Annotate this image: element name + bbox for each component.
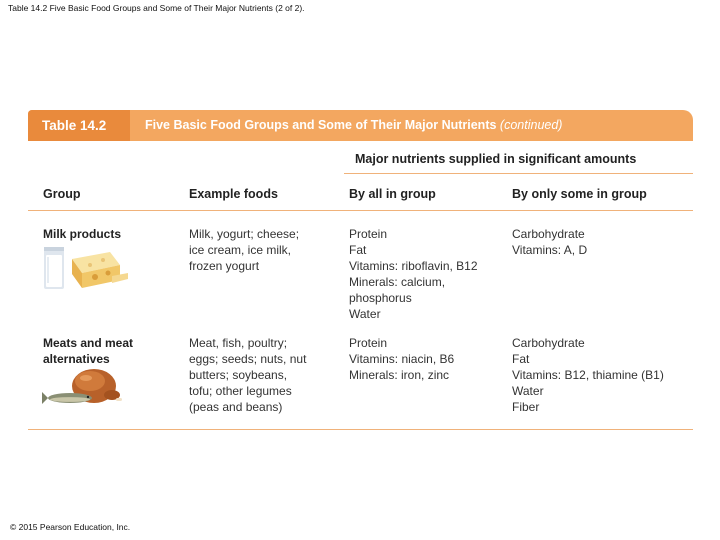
example-food-line: butters; soybeans, [189,368,288,382]
span-header-rule [344,173,693,174]
nutrients-span-header: Major nutrients supplied in significant amounts [355,152,637,166]
nutrients-all-meats [349,335,454,383]
nutrient-line: Water [349,307,381,321]
nutrient-line: Vitamins: riboflavin, B12 [349,259,478,273]
example-foods-meats [189,335,306,415]
example-food-line: eggs; seeds; nuts, nut [189,352,307,366]
nutrient-line: Vitamins: A, D [512,243,588,257]
example-food-line: tofu; other legumes [189,384,292,398]
column-header-example-foods: Example foods [189,187,278,201]
nutrient-line: Minerals: iron, zinc [349,368,450,382]
nutrients-some-meats [512,335,664,415]
example-food-line: frozen yogurt [189,259,260,273]
column-header-by-all: By all in group [349,187,436,201]
nutrient-line: Vitamins: niacin, B6 [349,352,455,366]
group-cell-meats [43,335,133,367]
group-name: Milk products [43,227,122,241]
nutrients-all-milk [349,226,478,322]
nutrient-line: Vitamins: B12, thiamine (B1) [512,368,664,382]
example-food-line: Meat, fish, poultry; [189,336,288,350]
example-food-line: (peas and beans) [189,400,283,414]
table-title [145,110,562,141]
milk-and-cheese-image [40,243,130,291]
nutrient-line: Carbohydrate [512,336,585,350]
nutrient-line: Protein [349,227,388,241]
column-header-group: Group [43,187,81,201]
nutrient-line: Fat [349,243,367,257]
table-title-text: Five Basic Food Groups and Some of Their Major Nutrients [145,118,497,132]
example-foods-milk [189,226,299,274]
nutrient-line: Fat [512,352,530,366]
group-name: Meats and meat [43,336,134,350]
copyright-footer: © 2015 Pearson Education, Inc. [10,522,131,532]
table-bottom-rule [28,429,693,430]
nutrient-line: Fiber [512,400,540,414]
nutrient-line: Carbohydrate [512,227,585,241]
fish-and-chicken-image [42,364,132,410]
group-cell-milk [43,226,121,242]
nutrient-line: phosphorus [349,291,412,305]
header-rule [28,210,693,211]
nutrient-line: Protein [349,336,388,350]
slide-title: Table 14.2 Five Basic Food Groups and Some of Their Major Nutrients (2 of 2). [8,3,305,13]
nutrient-line: Water [512,384,544,398]
column-header-by-some: By only some in group [512,187,647,201]
example-food-line: ice cream, ice milk, [189,243,292,257]
group-name: alternatives [43,352,110,366]
nutrient-table [28,110,693,430]
nutrients-some-milk [512,226,587,258]
table-header-bar [28,110,693,141]
nutrient-line: Minerals: calcium, [349,275,446,289]
example-food-line: Milk, yogurt; cheese; [189,227,300,241]
table-number-label: Table 14.2 [28,110,130,141]
table-title-suffix: (continued) [499,118,563,132]
